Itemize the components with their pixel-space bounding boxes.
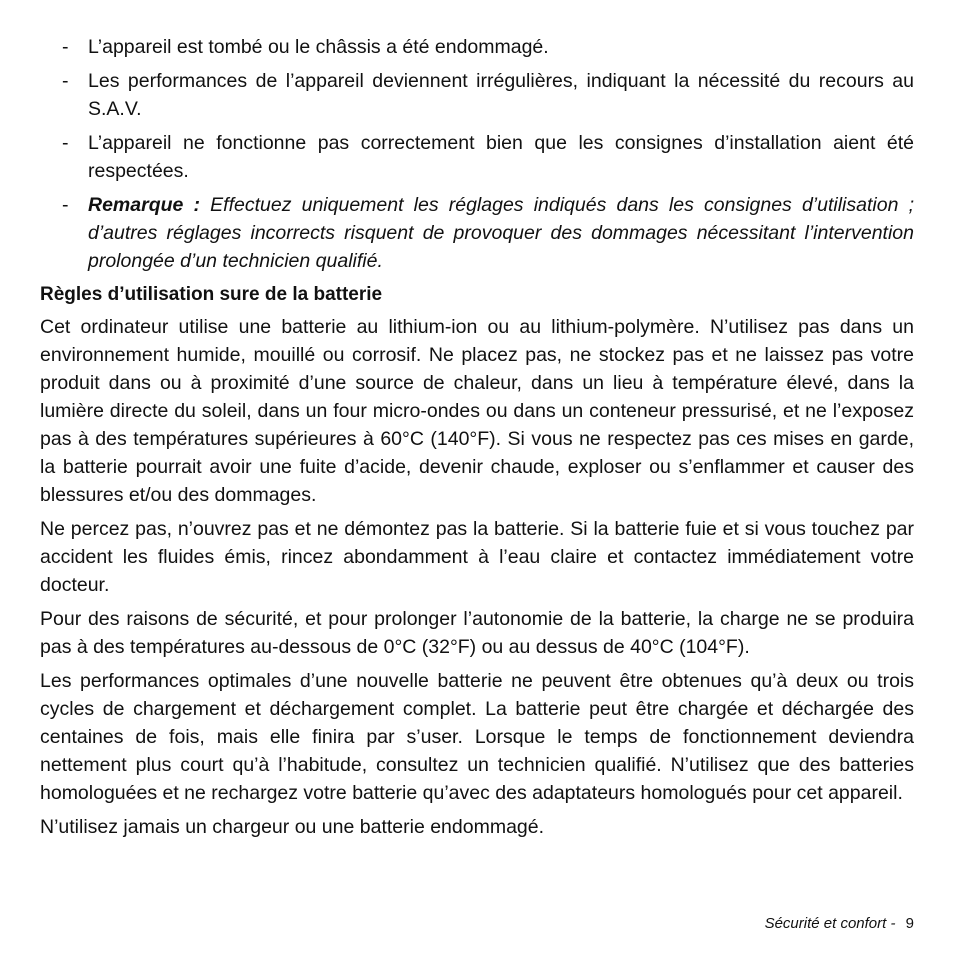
- bullet-text: Les performances de l’appareil deviennent irrégulières, indiquant la nécessité du recours au S.A.V.: [88, 70, 914, 120]
- bullet-text: L’appareil est tombé ou le châssis a été endommagé.: [88, 36, 549, 58]
- section-heading: Règles d’utilisation sure de la batterie: [40, 284, 383, 305]
- bullet-dash: -: [62, 132, 69, 154]
- page-number: 9: [905, 915, 914, 932]
- note-text: Effectuez uniquement les réglages indiqués dans les consignes d’utilisation ; d’autres réglages incorrects risquent de provoquer des dommages nécessitant l’intervention prolongée d’un technicien qualifié.: [88, 194, 914, 272]
- note-label: Remarque :: [88, 194, 201, 216]
- document-page: [40, 33, 914, 847]
- paragraph: Cet ordinateur utilise une batterie au lithium-ion ou au lithium-polymère. N’utilisez pas dans un environnement humide, mouillé ou corrosif. Ne placez pas, ne stockez pas et ne laissez pas votre produit dans ou à proximité d’une source de chaleur, dans un lieu à température élevé, dans la lumière directe du soleil, dans un four micro-ondes ou dans un conteneur pressurisé, et ne l’exposez pas à des températures supérieures à 60°C (140°F). Si vous ne respectez pas ces mises en garde, la batterie pourrait avoir une fuite d’acide, devenir chaude, exploser ou s’enflammer et causer des blessures et/ou des dommages.: [40, 316, 914, 506]
- paragraph: Ne percez pas, n’ouvrez pas et ne démontez pas la batterie. Si la batterie fuie et si vous touchez par accident les fluides émis, rincez abondamment à l’eau claire et contactez immédiatement votre docteur.: [40, 518, 914, 596]
- bullet-item: [40, 67, 914, 123]
- bullet-item: [40, 129, 914, 185]
- footer-section-title: Sécurité et confort -: [764, 915, 896, 932]
- bullet-dash: -: [62, 36, 69, 58]
- bullet-item: [40, 33, 914, 61]
- bullet-list: [40, 33, 914, 275]
- bullet-dash: -: [62, 70, 69, 92]
- paragraph: Les performances optimales d’une nouvelle batterie ne peuvent être obtenues qu’à deux ou trois cycles de chargement et déchargement complet. La batterie peut être chargée et déchargée des centaines de fois, mais elle finira par s’user. Lorsque le temps de fonctionnement deviendra nettement plus court qu’à l’habitude, consultez un technicien qualifié. N’utilisez que des batteries homologuées et ne rechargez votre batterie qu’avec des adaptateurs homologués pour cet appareil.: [40, 670, 914, 804]
- paragraph: Pour des raisons de sécurité, et pour prolonger l’autonomie de la batterie, la charge ne se produira pas à des températures au-dessous de 0°C (32°F) ou au dessus de 40°C (104°F).: [40, 608, 914, 658]
- bullet-dash: -: [62, 194, 69, 216]
- page-footer: [765, 915, 914, 932]
- paragraph: N’utilisez jamais un chargeur ou une batterie endommagé.: [40, 816, 545, 838]
- note-item: [40, 191, 914, 275]
- bullet-text: L’appareil ne fonctionne pas correctement bien que les consignes d’installation aient été respectées.: [88, 132, 914, 182]
